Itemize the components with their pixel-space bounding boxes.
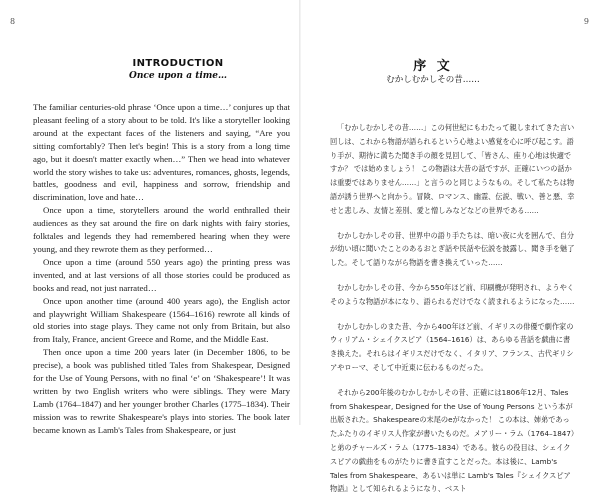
page-number: 8 [10,17,16,26]
japanese-body-text [330,121,575,496]
english-body-text [33,101,290,437]
japanese-heading: 序 文 [413,59,453,74]
chapter-subheading: Once upon a time… [128,71,228,81]
paragraph: むかしむかしその昔、世界中の語り手たちは、暗い夜に火を囲んで、自分が幼い頃に聞いたことのあるおとぎ話や民話や伝説を披露し、聞き手を魅了した。そして語りながら物語を書き換えていった…… [330,230,575,268]
paragraph: 「むかしむかしその昔……」この何世紀にもわたって親しまれてきた言い回しは、これから物語が語られるという心地よい感覚を心に呼び起こす。語り手が、期待に満ちた聞き手の顔を見回して、「皆さん、座り心地は快適ですか？ では始めましょう！ この物語は大昔の話ですが、正確にいつの話かは重要ではありません……」と言うのと同じようなもの。そして私たちは物語が誘う世界へと向かう。冒険、ロマンス、幽霊、伝説、戦い、善と悪、幸せと悲しみ、友情と差別、愛と憎しみなどなどの世界である…… [330,123,575,215]
page-number: 9 [583,17,589,26]
paragraph: Once upon another time (around 400 years ago), the English actor and playwright William Shakespeare (1564–1616) rewrote all kinds of old stories into stage plays. They came not only from Britain, but also from Italy, France, ancient Greece and Rome, and the Middle East. [33,295,290,345]
paragraph: Once upon a time, storytellers around the world enthralled their audiences as they sat around the fire on dark nights with fairy stories, folktales and legends they had remembered hearing when they were young, and they rewrote them as they performed… [33,205,290,254]
japanese-subheading: むかしむかしその昔…… [386,75,480,85]
paragraph: むかしむかしのまた昔、今から400年ほど前、イギリスの俳優で劇作家のウィリアム・シェイクスピア（1564–1616）は、あらゆる昔話を戯曲に書き換えた。それらはイギリスだけでなく、イタリア、フランス、古代ギリシアやローマ、そして中近東に伝わるものだった。 [330,321,574,372]
paragraph: それから200年後のむかしむかしその昔、正確には1806年12月、Tales from Shakespear, Designed for the Use of Young Persons という本が出版された。Shakespeareの末尾のeがなかった！ この本は、姉弟であったふたりのイギリス人作家が書いたものだ。メアリー・ラム（1764–1847）と弟のチャールズ・ラム（1775–1834）である。彼らの役目は、シェイクスピアの戯曲をものがたりに書き直すことだった。本は後に、Lamb's Tales from Shakespeare、あるいは単に Lamb's Tales『シェイクスピア物語』として知られるようになり、ベスト [330,387,575,494]
chapter-heading: INTRODUCTION [132,58,224,69]
left-page [0,0,300,435]
paragraph: Once upon a time (around 550 years ago) the printing press was invented, and at last versions of all those stories could be produced as books and read, not just narrated… [33,256,290,293]
paragraph: The familiar centuries-old phrase ‘Once upon a time…’ conjures up that pleasant feeling of a story about to be told. It's like a storyteller looking around at the expectant faces of the listeners and saying, “Are you sitting comfortably? Then let's begin! This is a story from a long time ago, but it doesn't matter exactly when…” Then we head into whatever world the story wishes to take us: adventures, romances, ghosts, legends, battles, goodness and evil, happiness and sorrow, friendship and discrimination, love and hate… [33,102,290,203]
paragraph: むかしむかしその昔、今から550年ほど前、印刷機が発明され、ようやくそのような物語が本になり、語られるだけでなく読まれるようになった…… [330,282,575,306]
paragraph: Then once upon a time 200 years later (in December 1806, to be precise), a book was published titled Tales from Shakespear, Designed for the Use of Young Persons, with no final ‘e’ on ‘Shakespeare’! It was written by two English writers who were siblings. They were Mary Lamb (1764–1847) and her younger brother Charles (1775–1834). Their mission was to rewrite Shakespeare's plays into stories. The book later became known as Lamb's Tales from Shakespeare, or just [33,347,290,435]
